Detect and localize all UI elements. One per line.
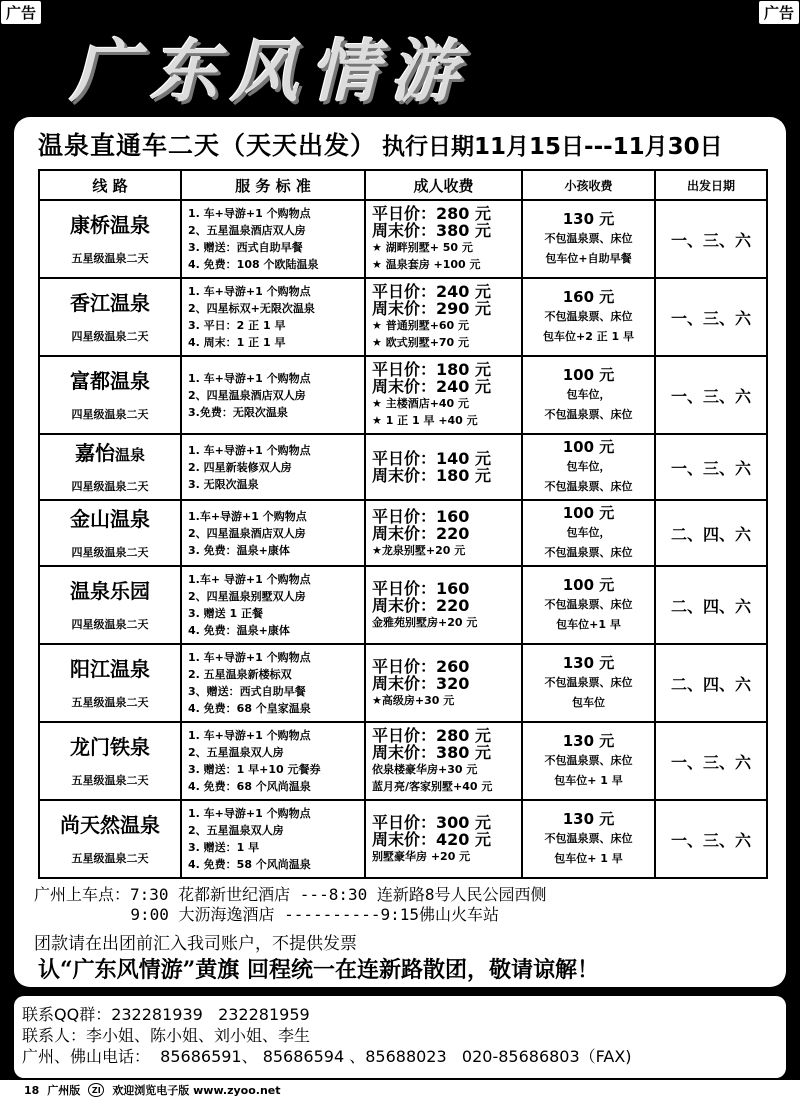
- child-note: 不包温泉票、床位: [544, 832, 633, 845]
- price-line: 周末价：180 元: [372, 466, 491, 485]
- child-price: 100 元: [562, 504, 615, 522]
- child-note: 包车位+1 早: [556, 618, 621, 631]
- route-name: [42, 212, 178, 240]
- service-item: 4. 免费：58 个风尚温泉: [188, 858, 311, 871]
- price-line: 平日价：280 元: [372, 726, 491, 745]
- ad-tag-left: 广告: [1, 1, 41, 24]
- route-name-cell: [39, 200, 181, 278]
- route-name-cell: [39, 434, 181, 500]
- route-name-main: 龙门铁泉: [70, 735, 150, 759]
- child-price-cell: [522, 200, 655, 278]
- service-item: 2. 五星温泉新楼标双: [188, 668, 292, 681]
- service-item: 3. 赠送 1 正餐: [188, 607, 263, 620]
- service-item: 4. 免费：68 个皇家温泉: [188, 702, 311, 715]
- route-grade: 五星级温泉二天: [71, 852, 149, 865]
- service-cell: [181, 800, 365, 878]
- child-price-cell: [522, 500, 655, 566]
- route-name-main: 温泉乐园: [70, 579, 150, 603]
- child-price: 130 元: [562, 732, 615, 750]
- service-cell: [181, 434, 365, 500]
- route-name-main: 康桥温泉: [70, 213, 150, 237]
- table-row: [39, 644, 767, 722]
- adult-price-cell: [365, 644, 522, 722]
- route-grade: 四星级温泉二天: [71, 480, 149, 493]
- child-note: 包车位，: [566, 526, 611, 539]
- child-note: 包车位: [572, 696, 605, 709]
- upgrade-line: ★高级房+30 元: [372, 693, 455, 707]
- departure-days: 二、四、六: [655, 566, 767, 644]
- child-price: 100 元: [562, 438, 615, 456]
- service-item: 3. 赠送：1 早: [188, 841, 260, 854]
- service-item: 1. 车+导游+1 个购物点: [188, 285, 311, 298]
- departure-days: 一、三、六: [655, 200, 767, 278]
- route-name-main: 阳江温泉: [70, 657, 150, 681]
- route-name-main: 富都温泉: [70, 369, 150, 393]
- child-note: 包车位+2 正 1 早: [542, 330, 634, 343]
- route-name-main: 香江温泉: [70, 291, 150, 315]
- price-line: 周末价：420 元: [372, 829, 491, 849]
- adult-price-cell: [365, 356, 522, 434]
- child-price-cell: [522, 356, 655, 434]
- table-row: [39, 800, 767, 878]
- route-name: [42, 368, 178, 396]
- pickup-line-1: 广州上车点：7:30 花都新世纪酒店 ---8:30 连新路8号人民公园西侧: [34, 885, 547, 904]
- service-item: 1.车+ 导游+1 个购物点: [188, 573, 311, 586]
- route-name-cell: [39, 278, 181, 356]
- child-price: 100 元: [562, 366, 615, 384]
- route-name: [42, 656, 178, 684]
- adult-price-cell: [365, 500, 522, 566]
- route-grade: 五星级温泉二天: [71, 252, 149, 265]
- table-row: [39, 500, 767, 566]
- route-name-cell: [39, 356, 181, 434]
- price-line: 周末价：220: [372, 523, 470, 543]
- table-row: [39, 278, 767, 356]
- route-grade: 五星级温泉二天: [71, 696, 149, 709]
- upgrade-line: ★ 温泉套房 +100 元: [372, 258, 481, 271]
- route-name: [42, 734, 178, 762]
- header-route: 线 路: [39, 170, 181, 200]
- service-item: 3. 平日：2 正 1 早: [188, 319, 286, 332]
- table-row: [39, 356, 767, 434]
- routes-table: [38, 169, 768, 879]
- payment-notice: 团款请在出团前汇入我司账户，不提供发票: [34, 934, 357, 954]
- service-item: 1. 车+导游+1 个购物点: [188, 807, 311, 820]
- price-line: 周末价：320: [372, 673, 470, 693]
- departure-days: 一、三、六: [655, 356, 767, 434]
- header-child-price: 小孩收费: [522, 170, 655, 200]
- headline: [38, 123, 778, 165]
- page-number: 18: [24, 1083, 40, 1097]
- child-price: 100 元: [562, 576, 615, 594]
- child-price-cell: [522, 278, 655, 356]
- service-item: 1. 车+导游+1 个购物点: [188, 651, 311, 664]
- route-name: [42, 578, 178, 606]
- service-cell: [181, 722, 365, 800]
- departure-days: 一、三、六: [655, 278, 767, 356]
- table-row: [39, 200, 767, 278]
- child-price: 130 元: [562, 654, 615, 672]
- route-grade: 四星级温泉二天: [71, 408, 149, 421]
- upgrade-line: ★ 湖畔别墅+ 50 元: [372, 241, 473, 254]
- service-item: 2. 四星新装修双人房: [188, 460, 292, 474]
- upgrade-line: 蓝月亮/客家别墅+40 元: [372, 780, 493, 793]
- child-note: 包车位+ 1 早: [554, 852, 623, 865]
- price-line: 平日价：140 元: [372, 449, 491, 468]
- upgrade-line: 依泉楼豪华房+30 元: [372, 763, 478, 776]
- service-item: 1. 车+导游+1 个购物点: [188, 371, 311, 385]
- service-item: 4. 免费：温泉+康体: [188, 624, 290, 637]
- child-note: 包车位，: [566, 460, 611, 473]
- table-row: [39, 566, 767, 644]
- adult-price-cell: [365, 800, 522, 878]
- service-item: 1. 车+导游+1 个购物点: [188, 443, 311, 457]
- service-item: 1. 车+导游+1 个购物点: [188, 207, 311, 220]
- publisher-logo-icon: ZI: [88, 1083, 104, 1097]
- route-name-main: 嘉怡: [74, 441, 115, 465]
- route-grade: 四星级温泉二天: [71, 546, 149, 559]
- price-line: 平日价：180 元: [372, 360, 491, 379]
- child-note: 包车位+自助早餐: [545, 252, 632, 265]
- child-note: 包车位，: [566, 388, 611, 401]
- route-name: [42, 506, 178, 534]
- adult-price-cell: [365, 566, 522, 644]
- child-price-cell: [522, 566, 655, 644]
- adult-price-cell: [365, 434, 522, 500]
- service-item: 4. 免费：68 个风尚温泉: [188, 780, 311, 793]
- service-item: 2、四星温泉酒店双人房: [188, 526, 306, 540]
- service-item: 2、四星标双+无限次温泉: [188, 302, 315, 315]
- route-name-cell: [39, 800, 181, 878]
- service-item: 2、四星温泉酒店双人房: [188, 388, 306, 402]
- ad-tag-right: 广告: [759, 1, 799, 24]
- route-name-cell: [39, 566, 181, 644]
- child-note: 不包温泉票、床位: [544, 408, 633, 421]
- service-item: 2、四星温泉别墅双人房: [188, 590, 306, 603]
- price-line: 平日价：160: [372, 578, 470, 598]
- price-line: 平日价：160: [372, 506, 470, 526]
- child-price: 160 元: [562, 288, 615, 306]
- price-line: 周末价：380 元: [372, 221, 491, 240]
- child-note: 不包温泉票、床位: [544, 676, 633, 689]
- edition-label: 广州版: [47, 1084, 81, 1097]
- header-service: 服 务 标 准: [181, 170, 365, 200]
- service-cell: [181, 566, 365, 644]
- service-item: 2、五星温泉酒店双人房: [188, 224, 306, 237]
- price-line: 周末价：240 元: [372, 377, 491, 396]
- child-note: 不包温泉票、床位: [544, 480, 633, 493]
- service-item: 4. 免费：108 个欧陆温泉: [188, 258, 319, 271]
- price-line: 周末价：380 元: [372, 743, 491, 762]
- route-name-main: 尚天然温泉: [60, 813, 160, 837]
- departure-days: 一、三、六: [655, 800, 767, 878]
- service-cell: [181, 356, 365, 434]
- contact-qq: 联系QQ群：232281939 232281959: [22, 1005, 310, 1024]
- child-note: 包车位+ 1 早: [554, 774, 623, 787]
- service-cell: [181, 500, 365, 566]
- pickup-line-2: 9:00 大沥海逸酒店 ----------9:15佛山火车站: [34, 905, 499, 924]
- service-item: 1. 车+导游+1 个购物点: [188, 729, 311, 742]
- price-line: 平日价：280 元: [372, 204, 491, 223]
- child-price-cell: [522, 644, 655, 722]
- route-name-main: 金山温泉: [70, 507, 150, 531]
- service-item: 3. 无限次温泉: [188, 477, 259, 491]
- upgrade-line: 金雅苑别墅房+20 元: [372, 615, 478, 629]
- child-note: 不包温泉票、床位: [544, 598, 633, 611]
- content-card: [14, 117, 786, 987]
- route-name: [42, 440, 178, 468]
- price-line: 平日价：260: [372, 656, 470, 676]
- table-row: [39, 434, 767, 500]
- upgrade-line: ★ 普通别墅+60 元: [372, 319, 470, 332]
- upgrade-line: ★ 欧式别墅+70 元: [372, 336, 470, 349]
- service-item: 3. 免费：温泉+康体: [188, 543, 290, 557]
- route-name-cell: [39, 722, 181, 800]
- service-item: 2、五星温泉双人房: [188, 746, 284, 759]
- upgrade-line: ★ 主楼酒店+40 元: [372, 397, 470, 410]
- service-item: 3. 赠送：西式自助早餐: [188, 241, 303, 254]
- header-departure: 出发日期: [655, 170, 767, 200]
- route-name: [42, 290, 178, 318]
- slogan: 认“广东风情游”黄旗 回程统一在连新路散团，敬请谅解！: [38, 957, 599, 983]
- route-name-suffix: 温泉: [114, 446, 145, 464]
- adult-price-cell: [365, 200, 522, 278]
- departure-days: 一、三、六: [655, 434, 767, 500]
- pickup-points: [34, 885, 547, 925]
- service-item: 3. 赠送：1 早+10 元餐券: [188, 763, 321, 776]
- route-grade: 四星级温泉二天: [71, 330, 149, 343]
- headline-dates: 执行日期11月15日---11月30日: [382, 133, 723, 160]
- child-price-cell: [522, 800, 655, 878]
- service-cell: [181, 200, 365, 278]
- table-row: [39, 722, 767, 800]
- departure-days: 二、四、六: [655, 500, 767, 566]
- price-line: 周末价：220: [372, 595, 470, 615]
- headline-title: 温泉直通车二天（天天出发）: [38, 131, 377, 160]
- departure-days: 一、三、六: [655, 722, 767, 800]
- service-item: 4. 周末：1 正 1 早: [188, 336, 286, 349]
- route-name-cell: [39, 644, 181, 722]
- child-note: 不包温泉票、床位: [544, 232, 633, 245]
- price-line: 平日价：300 元: [372, 812, 491, 832]
- service-cell: [181, 644, 365, 722]
- service-item: 2、五星温泉双人房: [188, 824, 284, 837]
- adult-price-cell: [365, 722, 522, 800]
- contact-people: 联系人：李小姐、陈小姐、刘小姐、李生: [22, 1026, 311, 1045]
- contact-box: [14, 996, 786, 1078]
- service-item: 3.免费：无限次温泉: [188, 405, 288, 419]
- child-price-cell: [522, 434, 655, 500]
- route-grade: 五星级温泉二天: [71, 774, 149, 787]
- service-item: 1.车+导游+1 个购物点: [188, 509, 307, 523]
- departure-days: 二、四、六: [655, 644, 767, 722]
- route-grade: 四星级温泉二天: [71, 618, 149, 631]
- service-item: 3、赠送：西式自助早餐: [188, 685, 306, 698]
- table-header-row: [39, 170, 767, 200]
- child-note: 不包温泉票、床位: [544, 754, 633, 767]
- child-note: 不包温泉票、床位: [544, 310, 633, 323]
- price-line: 周末价：290 元: [372, 299, 491, 318]
- route-name-cell: [39, 500, 181, 566]
- child-price: 130 元: [562, 210, 615, 228]
- route-name: [42, 812, 178, 840]
- header-adult-price: 成人收费: [365, 170, 522, 200]
- upgrade-line: ★龙泉别墅+20 元: [372, 543, 466, 557]
- page-footer: [0, 1080, 800, 1100]
- upgrade-line: ★ 1 正 1 早 +40 元: [372, 414, 478, 427]
- brand-logo-text: 广东风情游: [70, 32, 471, 112]
- contact-phones: 广州、佛山电话： 85686591、 85686594 、85688023 020-85686803（FAX): [22, 1047, 632, 1066]
- upgrade-line: 别墅豪华房 +20 元: [372, 849, 471, 863]
- price-line: 平日价：240 元: [372, 282, 491, 301]
- child-price: 130 元: [562, 810, 615, 828]
- adult-price-cell: [365, 278, 522, 356]
- website-text: 欢迎浏览电子版 www.zyoo.net: [112, 1084, 281, 1097]
- child-note: 不包温泉票、床位: [544, 546, 633, 559]
- child-price-cell: [522, 722, 655, 800]
- service-cell: [181, 278, 365, 356]
